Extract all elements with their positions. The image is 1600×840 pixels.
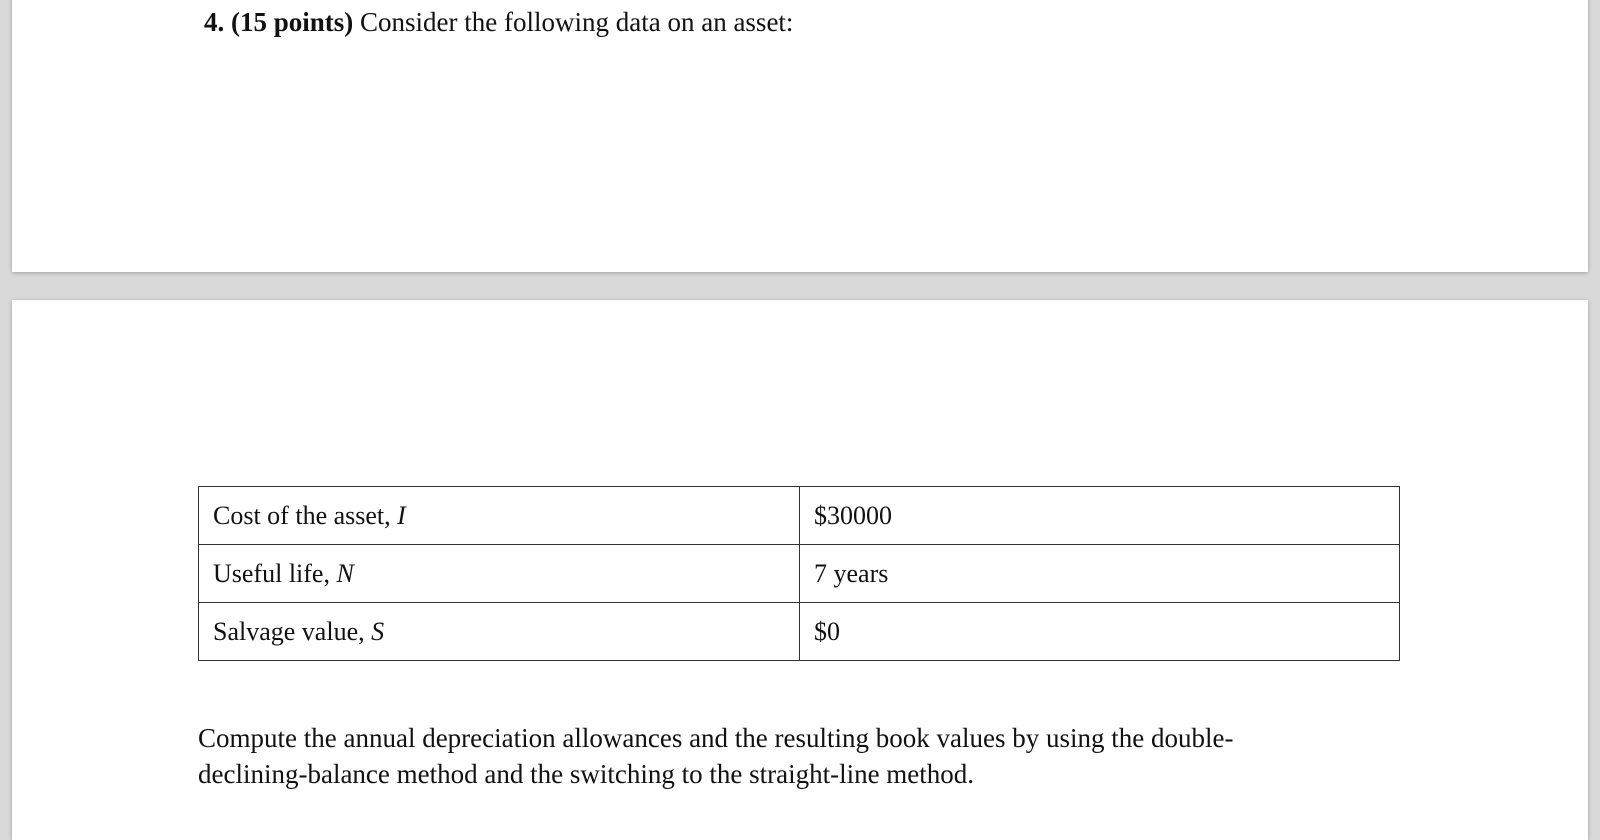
question-number: 4. (204, 7, 225, 37)
salvage-label: Salvage value, (213, 616, 372, 646)
useful-life-label-cell (199, 545, 800, 603)
useful-life-value: 7 years (800, 545, 1400, 603)
cost-value: $30000 (800, 487, 1400, 545)
instruction-paragraph (198, 720, 1398, 792)
document-page-top (12, 0, 1588, 272)
question-header (204, 6, 793, 38)
useful-life-label: Useful life, (213, 558, 337, 588)
salvage-label-cell (199, 603, 800, 661)
table-row (199, 487, 1400, 545)
salvage-symbol: S (371, 616, 385, 646)
cost-symbol: I (397, 500, 406, 530)
salvage-value: $0 (800, 603, 1400, 661)
document-page-bottom (12, 300, 1588, 840)
cost-label: Cost of the asset, (213, 500, 398, 530)
cost-label-cell (199, 487, 800, 545)
asset-data-table (198, 486, 1400, 661)
question-points: (15 points) (231, 7, 354, 37)
question-prompt: Consider the following data on an asset: (360, 7, 794, 37)
table-row (199, 545, 1400, 603)
instruction-line-2: declining-balance method and the switching to the straight-line method. (198, 759, 975, 789)
instruction-line-1: Compute the annual depreciation allowances and the resulting book values by using the double- (198, 723, 1234, 753)
useful-life-symbol: N (336, 558, 354, 588)
table-row (199, 603, 1400, 661)
